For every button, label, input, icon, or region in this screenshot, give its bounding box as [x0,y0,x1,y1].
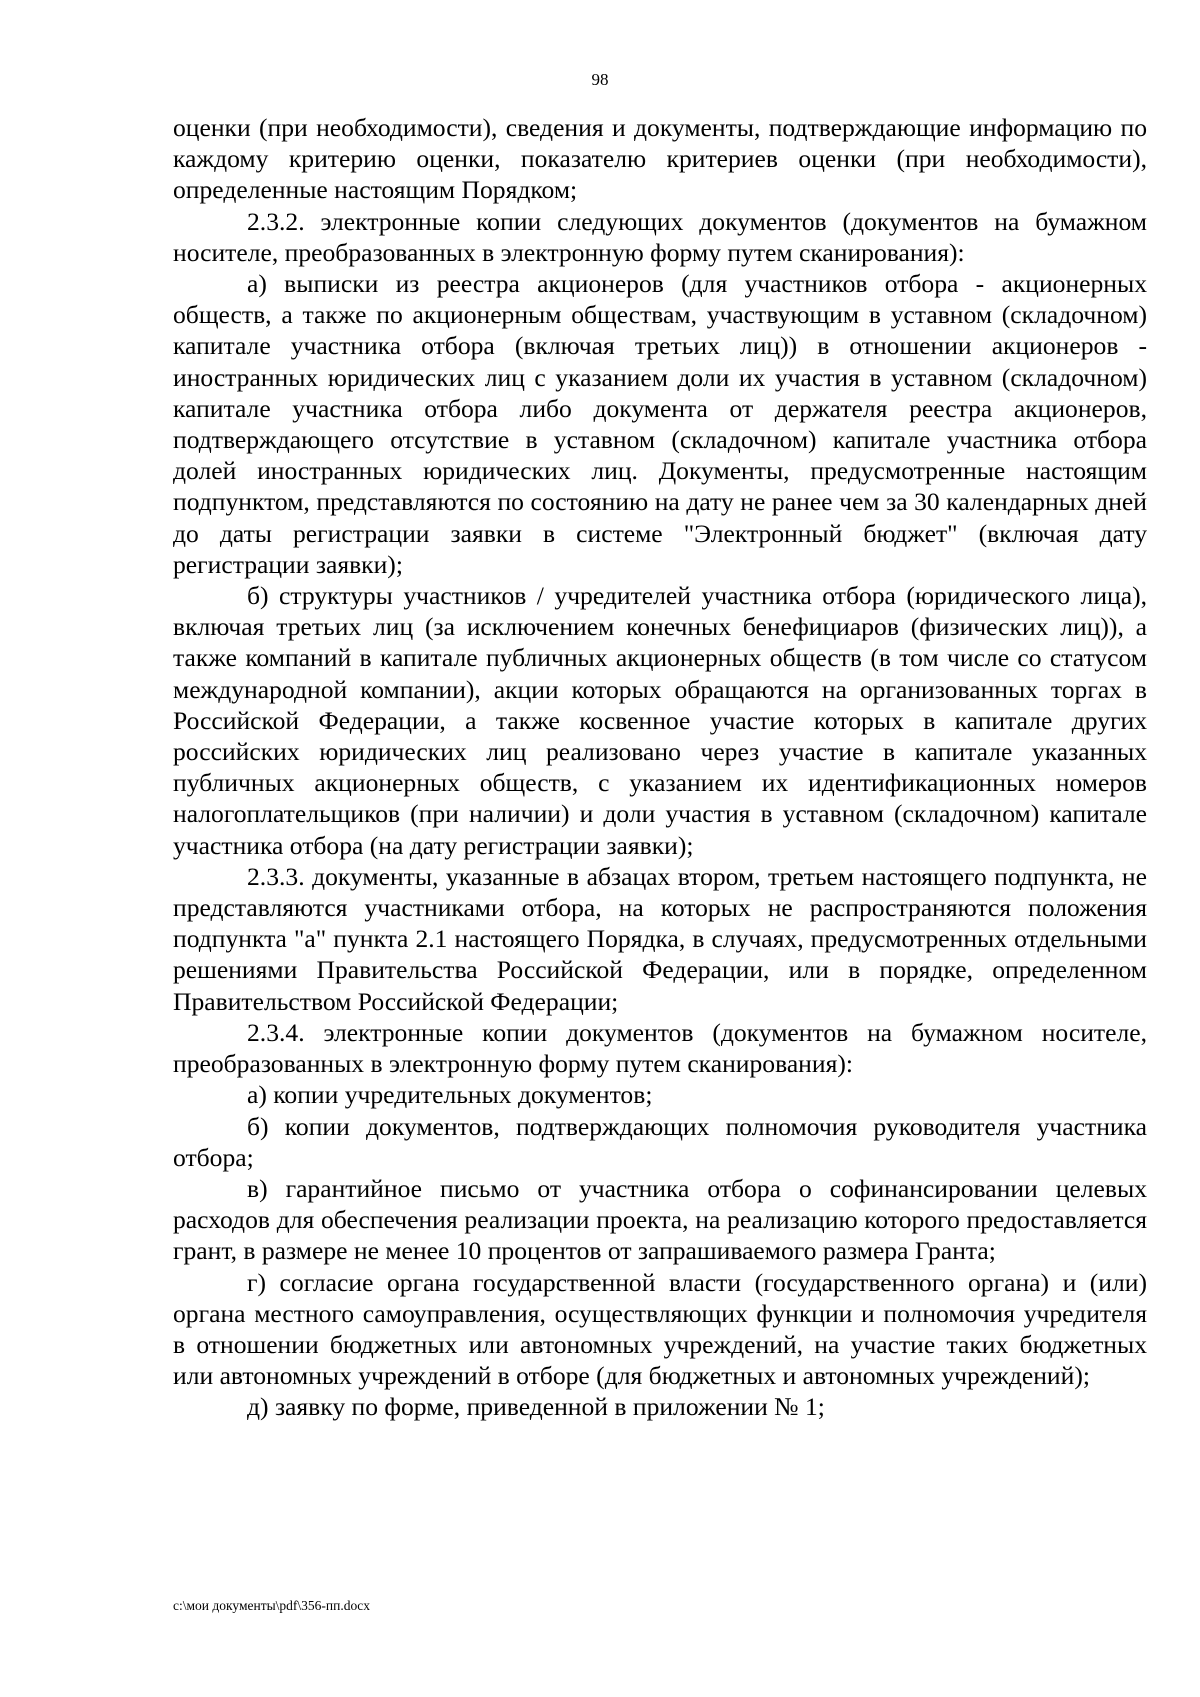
paragraph-item-a: а) выписки из реестра акционеров (для участников отбора - акционерных обществ, а также по акционерным обществам, участвующим в уставном (складочном) капитале участника отбора (включая третьих лиц)) в отношении акционеров - иностранных юридических лиц с указанием доли их участия в уставном (складочном) капитале участника отбора либо документа от держателя реестра акционеров, подтверждающего отсутствие в уставном (складочном) капитале участника отбора долей иностранных юридических лиц. Документы, предусмотренные настоящим подпунктом, представляются по состоянию на дату не ранее чем за 30 календарных дней до даты регистрации заявки в системе "Электронный бюджет" (включая дату регистрации заявки); [173,269,1147,579]
paragraph-item-b: б) структуры участников / учредителей участника отбора (юридического лица), включая третьих лиц (за исключением конечных бенефициаров (физических лиц)), а также компаний в капитале публичных акционерных обществ (в том числе со статусом международной компании), акции которых обращаются на организованных торгах в Российской Федерации, а также косвенное участие которых в капитале других российских юридических лиц реализовано через участие в капитале указанных публичных акционерных обществ, с указанием их идентификационных номеров налогоплательщиков (при наличии) и доли участия в уставном (складочном) капитале участника отбора (на дату регистрации заявки); [173,581,1147,860]
paragraph-item-d: д) заявку по форме, приведенной в приложении № 1; [247,1392,825,1422]
paragraph-item-g: г) согласие органа государственной власти (государственного органа) и (или) органа местного самоуправления, осуществляющих функции и полномочия учредителя в отношении бюджетных или автономных учреждений, на участие таких бюджетных или автономных учреждений в отборе (для бюджетных и автономных учреждений); [173,1267,1147,1391]
paragraph-2-3-2: 2.3.2. электронные копии следующих документов (документов на бумажном носителе, преобразованных в электронную форму путем сканирования): [173,206,1147,267]
document-body [173,112,1147,1423]
paragraph-continuation: оценки (при необходимости), сведения и документы, подтверждающие информацию по каждому критерию оценки, показателю критериев оценки (при необходимости), определенные настоящим Порядком; [173,113,1147,205]
paragraph-item-v: в) гарантийное письмо от участника отбора о софинансировании целевых расходов для обеспечения реализации проекта, на реализацию которого предоставляется грант, в размере не менее 10 процентов от запрашиваемого размера Гранта; [173,1173,1147,1266]
page-number: 98 [591,70,609,89]
paragraph-item-b-2: б) копии документов, подтверждающих полномочия руководителя участника отбора; [173,1111,1147,1172]
paragraph-2-3-3: 2.3.3. документы, указанные в абзацах втором, третьем настоящего подпункта, не представляются участниками отбора, на которых не распространяются положения подпункта "а" пункта 2.1 настоящего Порядка, в случаях, предусмотренных отдельными решениями Правительства Российской Федерации, или в порядке, определенном Правительством Российской Федерации; [173,861,1147,1016]
footer-file-path: c:\мои документы\pdf\356-пп.docx [173,1598,370,1613]
paragraph-2-3-4: 2.3.4. электронные копии документов (документов на бумажном носителе, преобразованных в электронную форму путем сканирования): [173,1017,1147,1079]
paragraph-item-a-2: а) копии учредительных документов; [247,1080,653,1110]
